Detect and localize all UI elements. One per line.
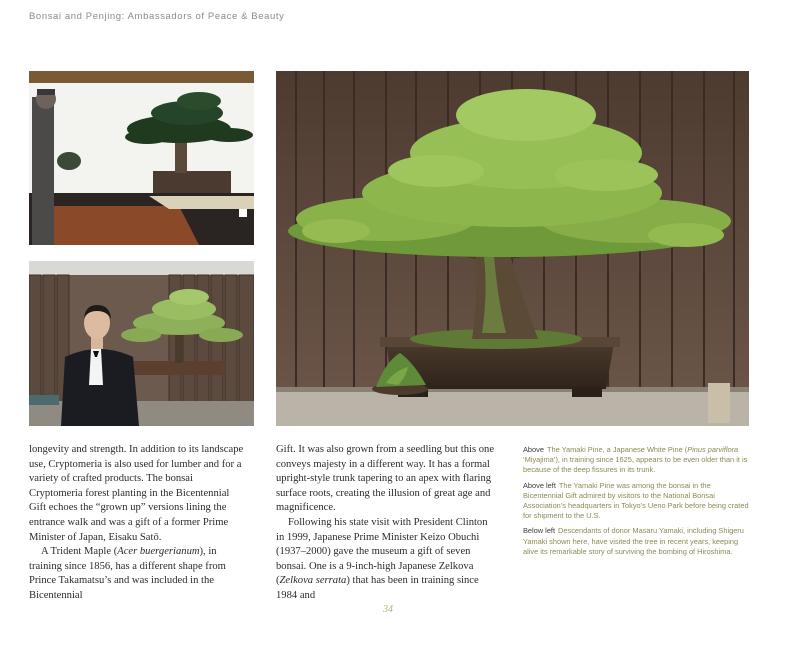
column-1-paragraph-2-italic: Acer buergerianum: [117, 546, 200, 558]
photo-shigeru-yamaki-art: [29, 261, 254, 426]
caption-above-italic: Pinus parviflora: [687, 445, 739, 454]
column-2-paragraph-2-italic: Zelkova serrata: [279, 575, 347, 587]
photo-visitor-admiring-pine: [29, 71, 254, 245]
column-1-paragraph-2-text-b: ), in training since 1856, has a different shape from Prince Takamatsu’s and was included in the Bicentennial: [29, 546, 226, 601]
photo-yamaki-pine-art: [276, 71, 749, 426]
caption-above-left-lead: Above left: [523, 480, 556, 490]
page-number: 34: [383, 604, 393, 615]
photo-visitor-admiring-pine-art: [29, 71, 254, 245]
column-1-paragraph-2: [29, 545, 249, 603]
photo-yamaki-pine: [276, 71, 749, 426]
caption-below-left-text: Descendants of donor Masaru Yamaki, including Shigeru Yamaki shown here, have visited the tree in recent years, keeping alive its remarkable story of surviving the bombing of Hiroshima.: [523, 526, 744, 556]
caption-below-left-lead: Below left: [523, 526, 556, 536]
column-1-paragraph-2-text-a: A Trident Maple (: [41, 546, 118, 558]
caption-above-left: [523, 481, 749, 522]
caption-above-lead: Above: [523, 445, 544, 454]
body-column-1: [29, 443, 249, 604]
column-2-paragraph-1: Gift. It was also grown from a seedling but this one conveys majesty in a different way. It has a formal upright-style trunk tapering to an apex with flaring surface roots, creating the illusion of great age and magnificence.: [276, 444, 495, 514]
caption-above: [523, 445, 749, 476]
column-2-paragraph-2: [276, 516, 498, 604]
caption-above-text-b: ‘Miyajima’), in training since 1625, appears to be even older than it is because of the deep fissures in its trunk.: [523, 455, 748, 475]
captions: [523, 445, 749, 562]
photo-shigeru-yamaki: [29, 261, 254, 426]
running-head: Bonsai and Penjing: Ambassadors of Peace & Beauty: [29, 11, 285, 22]
caption-above-text-a: The Yamaki Pine, a Japanese White Pine (: [546, 445, 688, 454]
column-2-paragraph-2-text-b: ) that has been in training since 1984 and: [276, 575, 479, 601]
caption-below-left: [523, 526, 749, 557]
column-1-paragraph-1: longevity and strength. In addition to its landscape use, Cryptomeria is also used for lumber and for a variety of crafted products. The bonsai Cryptomeria forest planting in the Bicentennial Gift echoes the “grown up” versions lining the entrance walk and was a gift of a former Prime Minister of Japan, Eisaku Satō.: [29, 444, 244, 543]
column-2-paragraph-2-text-a: Following his state visit with President Clinton in 1999, Japanese Prime Minister Keizo Obuchi (1937–2000) gave the museum a gift of seven bonsai. One is a 9-inch-high Japanese Zelkova (: [276, 516, 488, 587]
body-column-2: [276, 443, 498, 604]
caption-above-left-text: The Yamaki Pine was among the bonsai in the Bicentennial Gift admired by visitors to the National Bonsai Association’s headquarters in Tokyo’s Ueno Park before being crated for shipment to the U.S.: [523, 480, 749, 521]
